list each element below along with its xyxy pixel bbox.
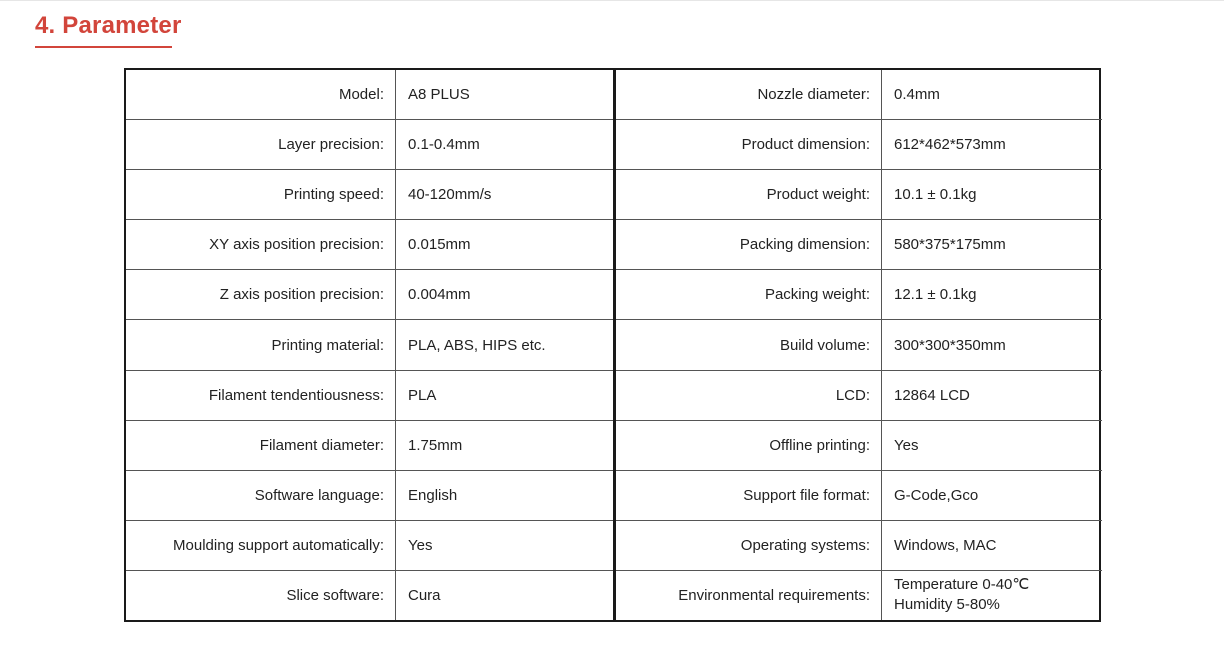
spec-value: English [408, 486, 458, 504]
spec-row-file-format [616, 470, 1102, 520]
spec-label: Build volume: [616, 320, 882, 369]
spec-value: 612*462*573mm [894, 136, 1006, 154]
spec-value: Windows, MAC [894, 536, 997, 554]
spec-label: Offline printing: [616, 421, 882, 470]
spec-row-software-language [126, 470, 613, 520]
spec-label: Packing weight: [616, 270, 882, 319]
spec-row-printing-speed [126, 169, 613, 219]
spec-row-filament-tendentiousness [126, 370, 613, 420]
temperature-value: Temperature 0-40℃ [894, 576, 1030, 594]
spec-value: 1.75mm [408, 436, 463, 454]
spec-row-slice-software [126, 570, 613, 620]
spec-label: Product weight: [616, 170, 882, 219]
spec-value: 12.1 ± 0.1kg [894, 286, 977, 304]
spec-value: Cura [408, 586, 441, 604]
spec-value: 300*300*350mm [894, 336, 1006, 354]
spec-value: 0.004mm [408, 286, 471, 304]
spec-value: 10.1 ± 0.1kg [894, 186, 977, 204]
spec-row-build-volume [616, 319, 1102, 369]
spec-value: Yes [408, 536, 433, 554]
spec-label: Layer precision: [126, 120, 396, 169]
section-heading: 4. Parameter [35, 12, 182, 39]
spec-value: 0.015mm [408, 236, 471, 254]
spec-row-moulding-support [126, 520, 613, 570]
spec-row-operating-systems [616, 520, 1102, 570]
spec-label: Filament tendentiousness: [126, 371, 396, 420]
spec-label: Nozzle diameter: [616, 70, 882, 119]
spec-row-layer-precision [126, 119, 613, 169]
spec-label: Filament diameter: [126, 421, 396, 470]
spec-label: Moulding support automatically: [126, 521, 396, 570]
spec-label: Environmental requirements: [616, 571, 882, 620]
spec-value [882, 571, 1102, 620]
spec-row-environmental-requirements [616, 570, 1102, 620]
spec-value: G-Code,Gco [894, 486, 979, 504]
spec-label: Software language: [126, 471, 396, 520]
spec-row-xy-precision [126, 219, 613, 269]
spec-label: Model: [126, 70, 396, 119]
spec-row-model [126, 70, 613, 119]
spec-row-filament-diameter [126, 420, 613, 470]
spec-label: Packing dimension: [616, 220, 882, 269]
parameter-table [124, 68, 1101, 622]
spec-row-packing-dimension [616, 219, 1102, 269]
spec-label: Product dimension: [616, 120, 882, 169]
spec-row-lcd [616, 370, 1102, 420]
spec-label: Printing material: [126, 320, 396, 369]
spec-label: Support file format: [616, 471, 882, 520]
spec-value: 0.4mm [894, 86, 940, 104]
humidity-value: Humidity 5-80% [894, 596, 1000, 614]
spec-label: XY axis position precision: [126, 220, 396, 269]
left-spec-column [126, 70, 616, 620]
spec-row-product-weight [616, 169, 1102, 219]
right-spec-column [616, 70, 1102, 620]
spec-value: 580*375*175mm [894, 236, 1006, 254]
spec-value: 12864 LCD [894, 386, 970, 404]
spec-row-z-precision [126, 269, 613, 319]
heading-underline [35, 46, 172, 48]
spec-value: PLA [408, 386, 437, 404]
spec-value: A8 PLUS [408, 86, 470, 104]
spec-label: Printing speed: [126, 170, 396, 219]
spec-row-nozzle-diameter [616, 70, 1102, 119]
spec-value: 0.1-0.4mm [408, 136, 480, 154]
spec-row-packing-weight [616, 269, 1102, 319]
spec-row-printing-material [126, 319, 613, 369]
spec-value: Yes [894, 436, 919, 454]
spec-row-offline-printing [616, 420, 1102, 470]
spec-row-product-dimension [616, 119, 1102, 169]
spec-value: 40-120mm/s [408, 186, 492, 204]
top-rule [0, 0, 1224, 1]
spec-label: Slice software: [126, 571, 396, 620]
spec-value: PLA, ABS, HIPS etc. [408, 336, 546, 354]
spec-label: LCD: [616, 371, 882, 420]
spec-label: Z axis position precision: [126, 270, 396, 319]
spec-label: Operating systems: [616, 521, 882, 570]
